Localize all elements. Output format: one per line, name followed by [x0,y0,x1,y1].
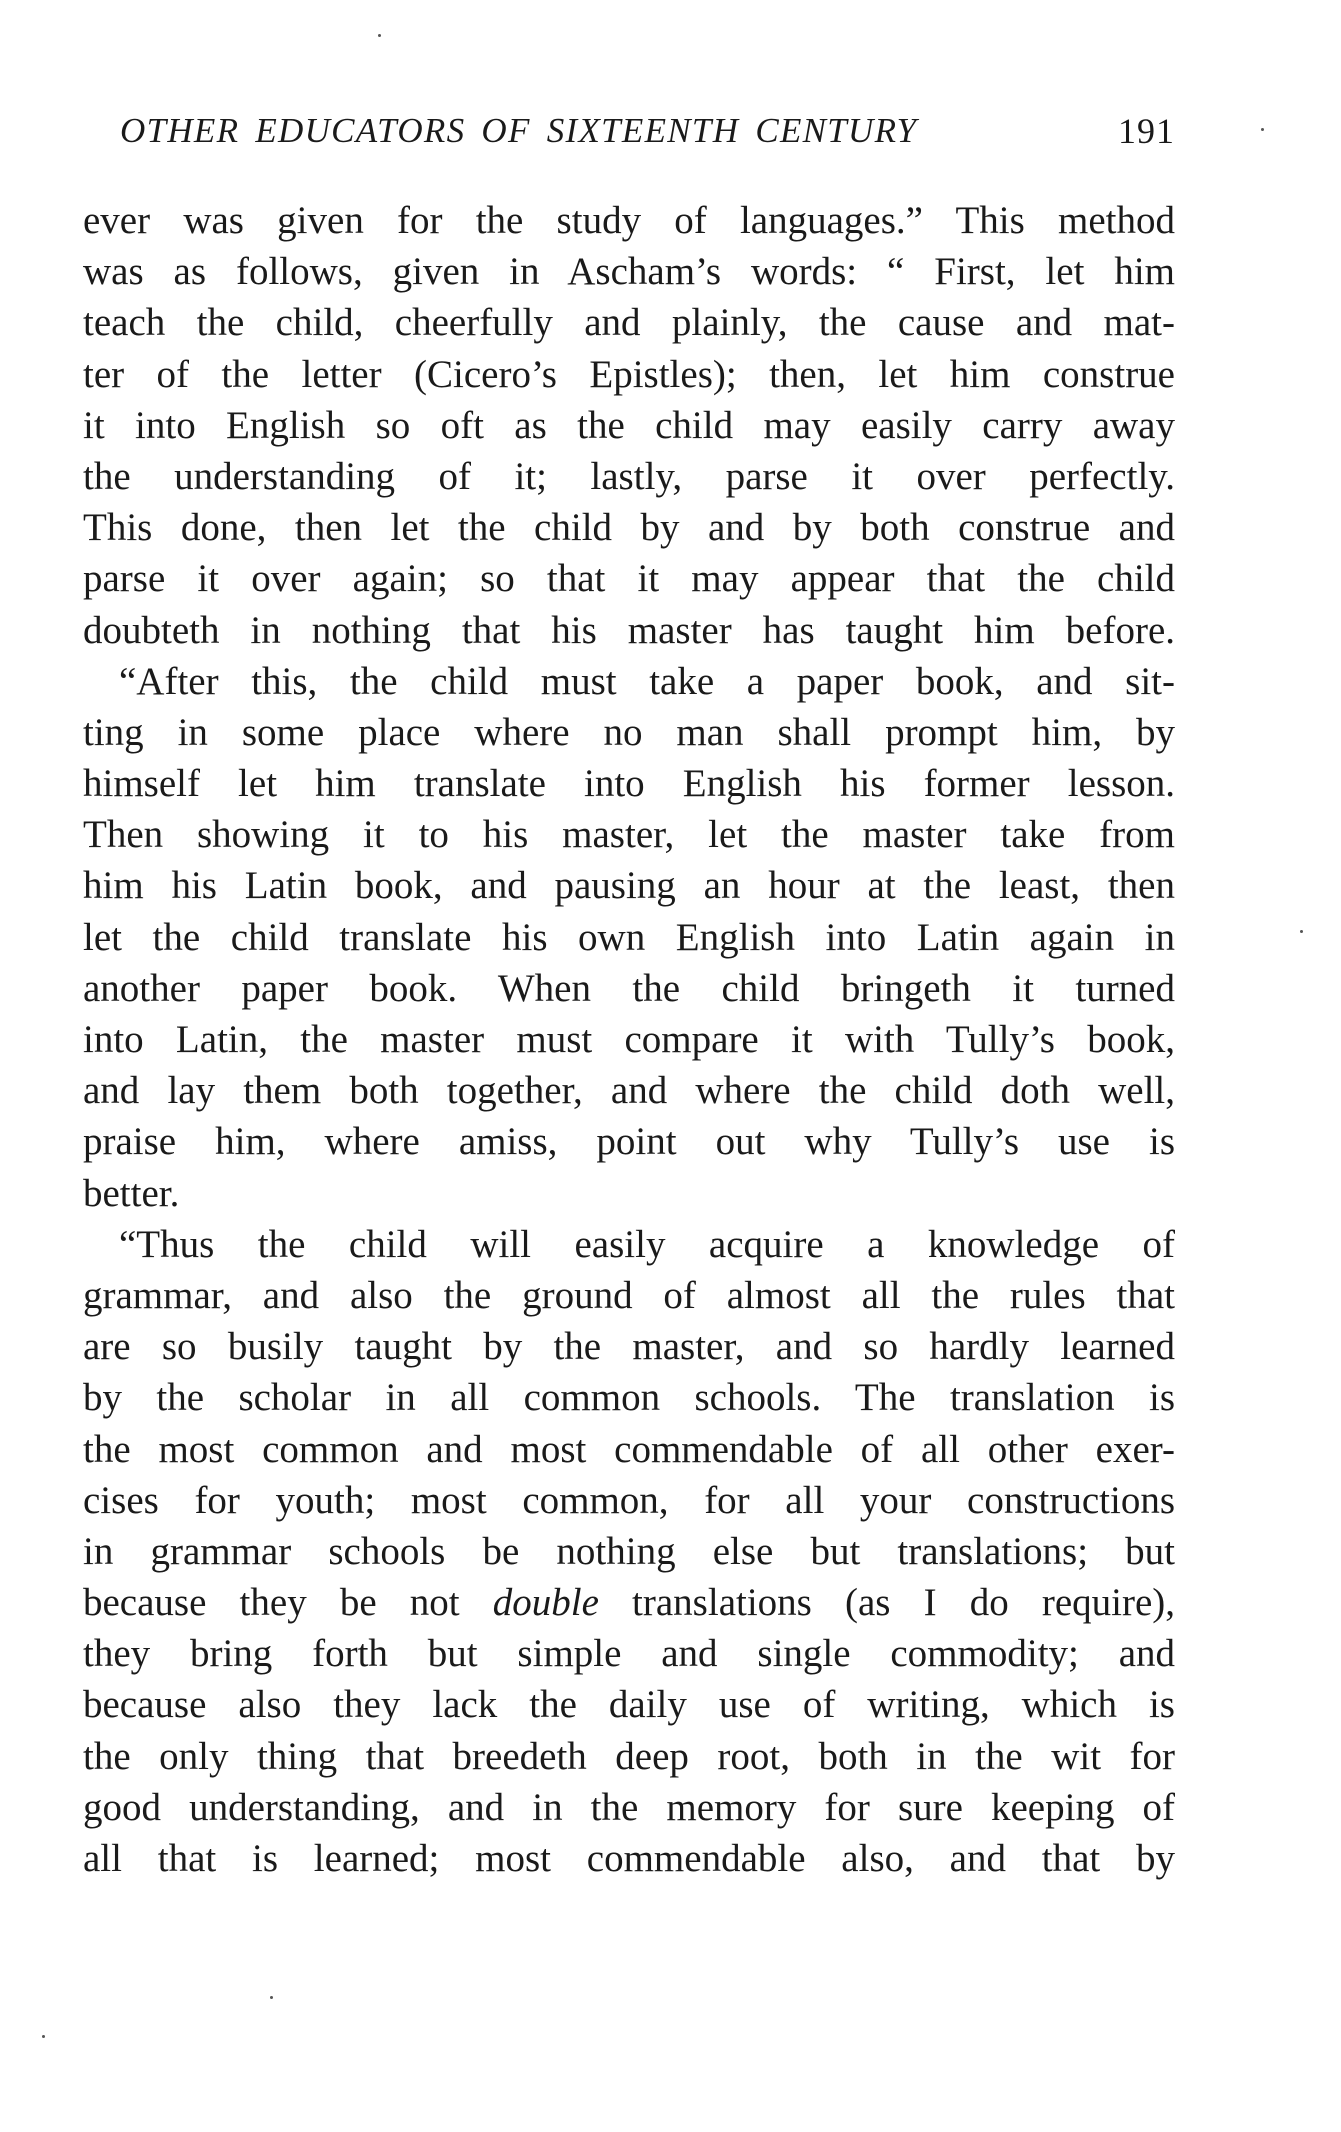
body-text [83,195,1175,1884]
text-line: was as follows, given in Ascham’s words: “ First, let him [83,250,1175,294]
text-line: they bring forth but simple and single commodity; and [83,1632,1175,1676]
paper-speck [1261,128,1264,131]
text-line: cises for youth; most common, for all your constructions [83,1478,1175,1522]
running-head [120,108,1175,154]
paper-speck [270,1996,273,1999]
text-line: ting in some place where no man shall prompt him, by [83,710,1175,754]
text-line: into Latin, the master must compare it with Tully’s book, [83,1018,1175,1061]
paragraph-end-line: better. [83,1171,180,1215]
text-line: all that is learned; most commendable also, and that by [83,1837,1175,1880]
page-number: 191 [1118,111,1175,151]
italic-word: double [492,1581,599,1625]
text-line: the understanding of it; lastly, parse it over perfectly. [83,454,1175,498]
text-line: praise him, where amiss, point out why Tully’s use is [83,1120,1175,1164]
paragraph-start-line: “After this, the child must take a paper book, and sit- [119,659,1175,703]
text-line: let the child translate his own English into Latin again in [83,915,1175,959]
text-line: ever was given for the study of languages.” This method [83,199,1175,242]
paper-speck [378,34,381,37]
text-line: the most common and most commendable of all other exer- [83,1427,1175,1471]
text-line [83,1577,1175,1628]
text-line: because also they lack the daily use of writing, which is [83,1683,1175,1727]
text-line: doubteth in nothing that his master has taught him before. [83,608,1175,652]
text-line: grammar, and also the ground of almost all the rules that [83,1273,1175,1317]
text-line: good understanding, and in the memory for sure keeping of [83,1785,1175,1829]
text-line: in grammar schools be nothing else but translations; but [83,1529,1175,1573]
text-line: it into English so oft as the child may easily carry away [83,403,1175,447]
text-line: the only thing that breedeth deep root, both in the wit for [83,1734,1175,1778]
paper-speck [42,2035,45,2038]
text-line: himself let him translate into English his former lesson. [83,762,1175,806]
paragraph-start-line: “Thus the child will easily acquire a knowledge of [119,1222,1175,1266]
paper-speck [1300,930,1303,933]
text-line: Then showing it to his master, let the master take from [83,813,1175,857]
text-line: teach the child, cheerfully and plainly, the cause and mat- [83,301,1175,345]
text-run: because they be not [83,1581,460,1625]
running-title: OTHER EDUCATORS OF SIXTEENTH CENTURY [120,111,918,150]
text-line: ter of the letter (Cicero’s Epistles); then, let him construe [83,352,1175,396]
text-line: are so busily taught by the master, and so hardly learned [83,1325,1175,1369]
text-line: another paper book. When the child bringeth it turned [83,966,1175,1010]
text-line: him his Latin book, and pausing an hour at the least, then [83,864,1175,908]
text-line: parse it over again; so that it may appear that the child [83,557,1175,601]
text-line: and lay them both together, and where the child doth well, [83,1069,1175,1113]
text-line: by the scholar in all common schools. The translation is [83,1376,1175,1420]
text-line: This done, then let the child by and by both construe and [83,506,1175,550]
text-run: translations (as I do require), [632,1581,1176,1625]
